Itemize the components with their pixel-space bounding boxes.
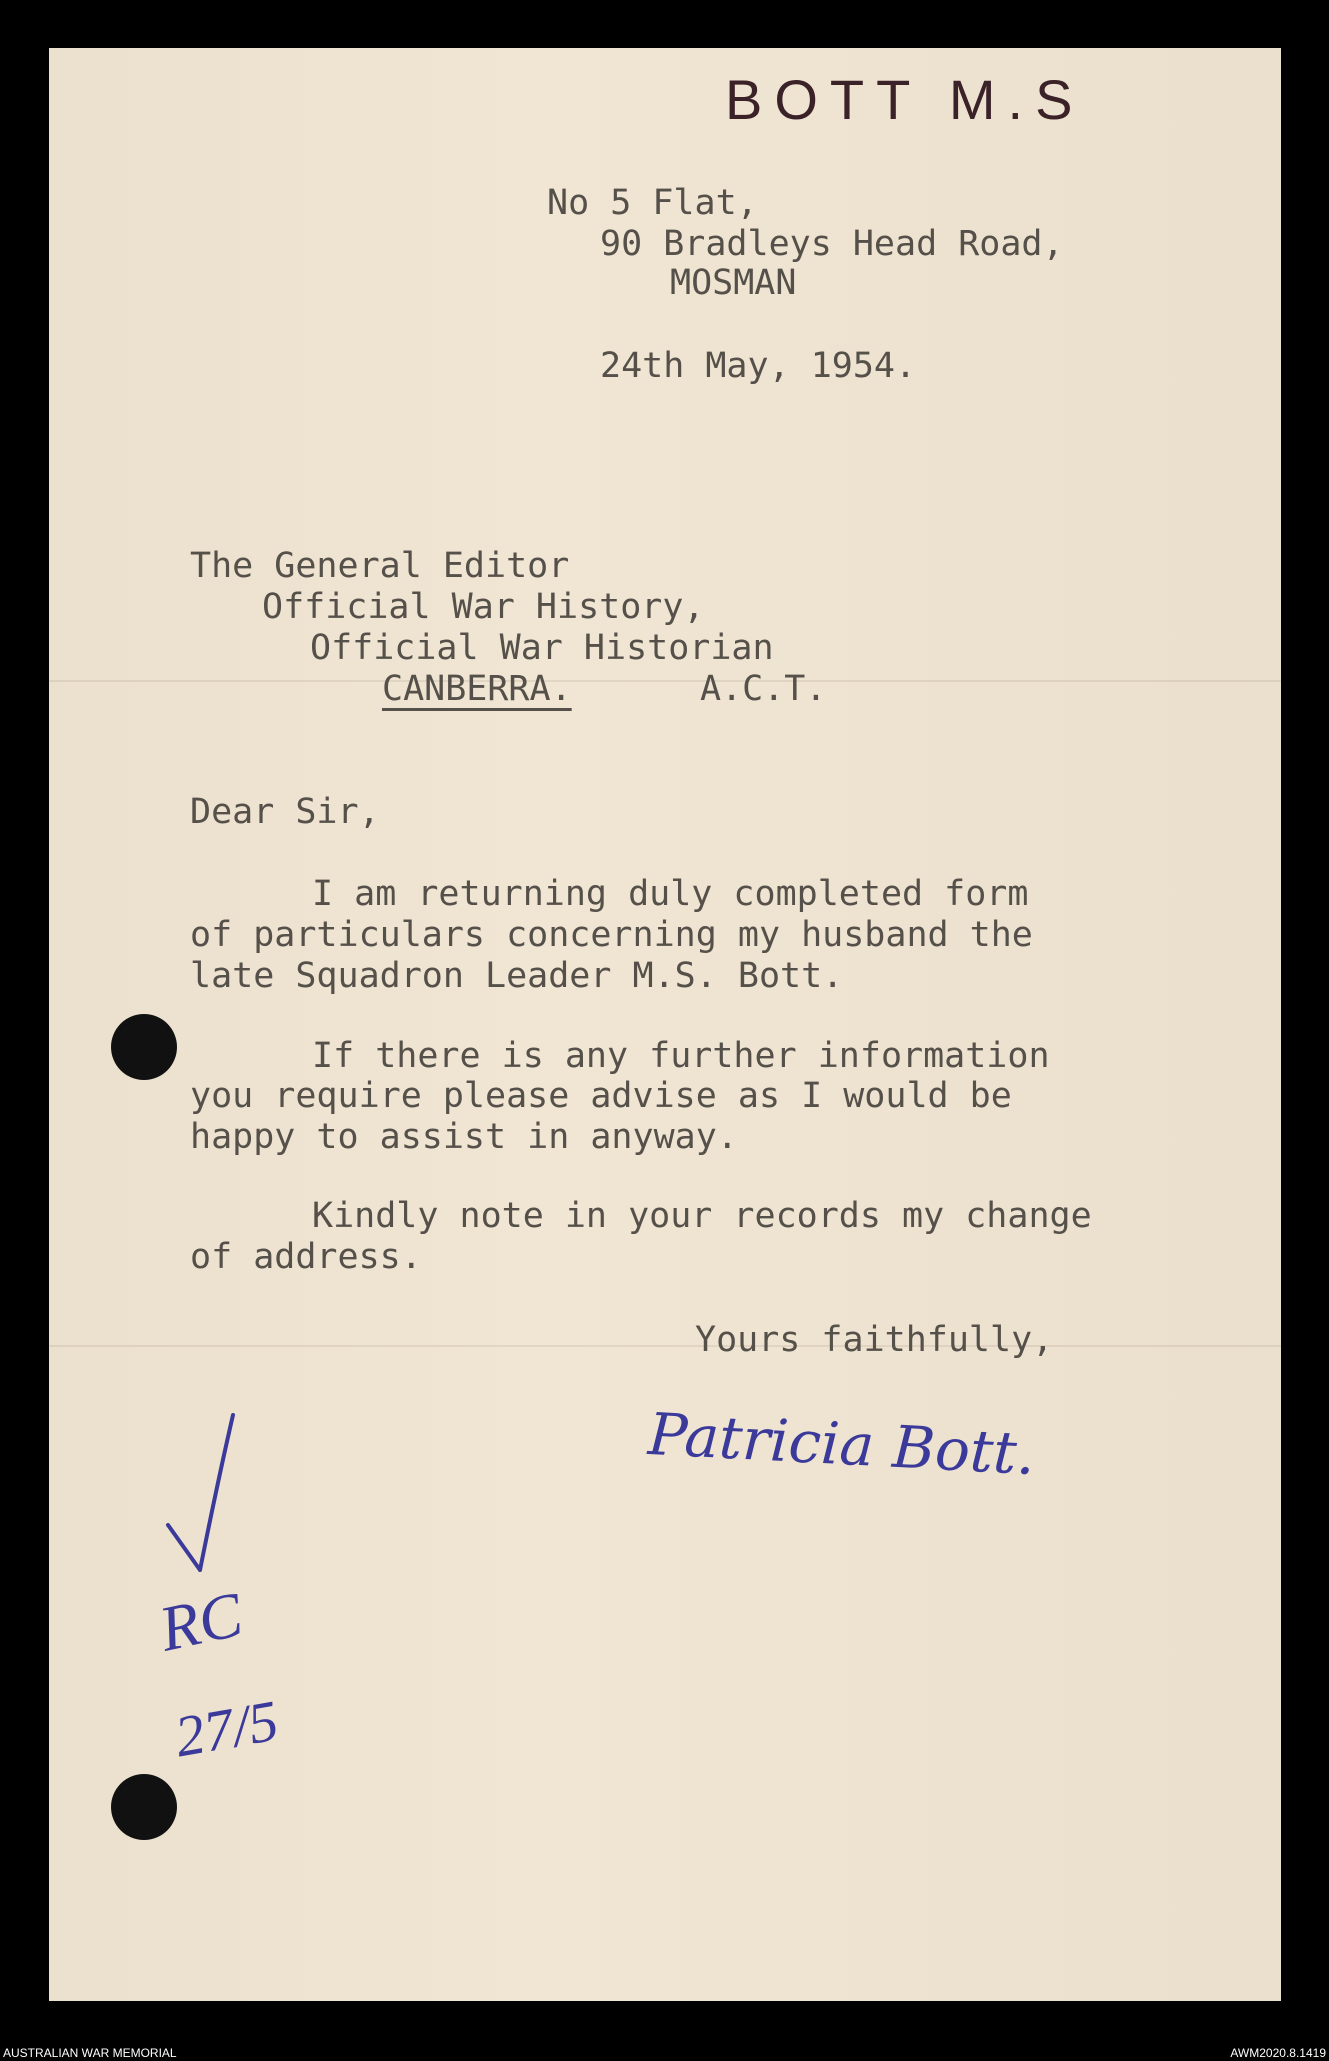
annotation-initials: RC (153, 1578, 249, 1665)
punch-hole (111, 1774, 177, 1840)
punch-hole (111, 1014, 177, 1080)
footer-institution: AUSTRALIAN WAR MEMORIAL (3, 2046, 177, 2060)
body-line: you require please advise as I would be (190, 1076, 1012, 1116)
sender-address-line: MOSMAN (670, 263, 797, 303)
file-label: BOTT M.S (725, 68, 1085, 131)
letter-date: 24th May, 1954. (600, 346, 917, 386)
footer-accession-number: AWM2020.8.1419 (1230, 2046, 1326, 2060)
recipient-line: The General Editor (190, 546, 570, 586)
body-line: of address. (190, 1237, 422, 1277)
body-line: late Squadron Leader M.S. Bott. (190, 956, 844, 996)
body-line: If there is any further information (312, 1036, 1050, 1076)
recipient-state: A.C.T. (700, 669, 827, 709)
signature: Patricia Bott. (646, 1399, 1037, 1489)
paper-fold-crease (49, 1345, 1281, 1347)
body-line: of particulars concerning my husband the (190, 915, 1033, 955)
sender-address-line: 90 Bradleys Head Road, (600, 224, 1064, 264)
annotation-date: 27/5 (170, 1687, 283, 1770)
recipient-line: Official War Historian (310, 628, 774, 668)
body-line: I am returning duly completed form (312, 874, 1029, 914)
recipient-line: Official War History, (262, 587, 705, 627)
salutation: Dear Sir, (190, 792, 380, 832)
body-line: Kindly note in your records my change (312, 1196, 1092, 1236)
body-line: happy to assist in anyway. (190, 1117, 738, 1157)
check-mark-icon (158, 1410, 238, 1590)
paper-fold-crease (49, 680, 1281, 682)
closing: Yours faithfully, (695, 1320, 1054, 1360)
recipient-city: CANBERRA. (382, 669, 572, 709)
sender-address-line: No 5 Flat, (547, 183, 758, 223)
